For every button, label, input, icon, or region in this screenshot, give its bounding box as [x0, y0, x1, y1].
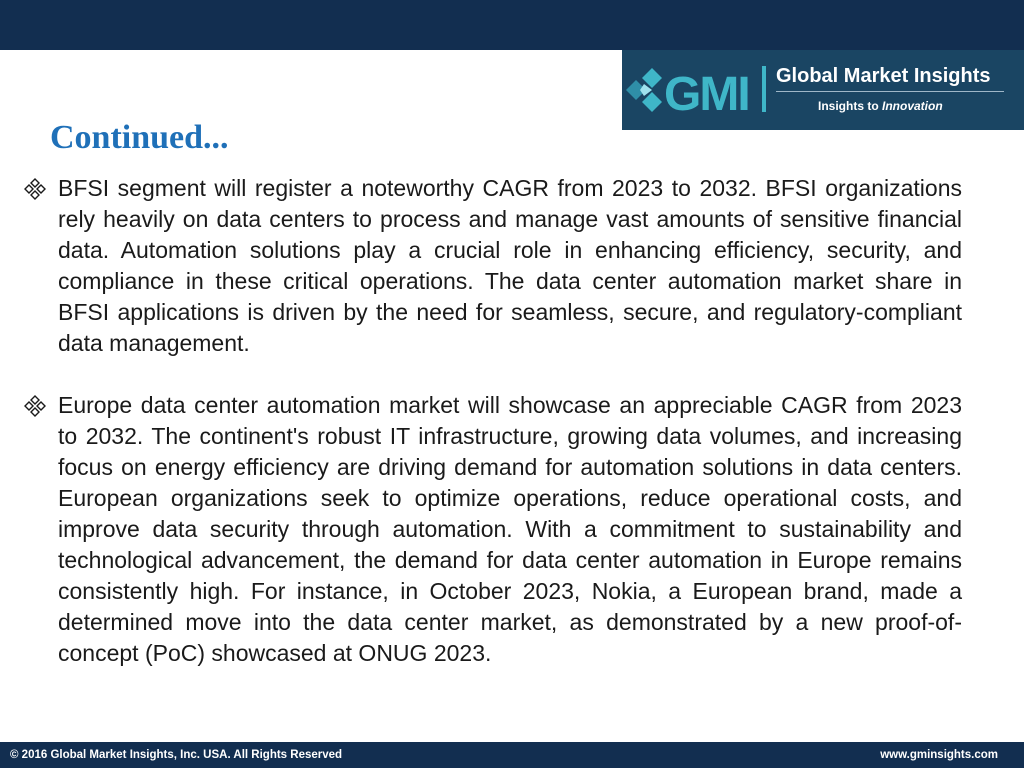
logo-underline	[776, 91, 1004, 92]
page-title: Continued...	[50, 119, 229, 156]
bullet-text: Europe data center automation market will showcase an appreciable CAGR from 2023 to 2032. The continent's robust IT infrastructure, growing data volumes, and increasing focus on energy efficiency are driving demand for automation solutions in data centers. European organizations seek to optimize operations, reduce operational costs, and improve data security through automation. With a commitment to sustainability and technological advancement, the demand for data center automation in Europe remains consistently high. For instance, in October 2023, Nokia, a European brand, made a determined move into the data center market, as demonstrated by a new proof-of-concept (PoC) showcased at ONUG 2023.	[58, 392, 962, 666]
bullet-list	[22, 173, 962, 669]
four-diamond-bullet-icon	[24, 178, 46, 200]
logo-tagline-emphasis: Innovation	[882, 99, 943, 113]
bullet-text: BFSI segment will register a noteworthy CAGR from 2023 to 2032. BFSI organizations rely heavily on data centers to process and manage vast amounts of sensitive financial data. Automation solutions play a crucial role in enhancing efficiency, security, and compliance in these critical operations. The data center automation market share in BFSI applications is driven by the need for seamless, secure, and regulatory-compliant data management.	[58, 175, 962, 356]
logo-tagline-prefix: Insights to	[818, 99, 882, 113]
footer-website-link[interactable]: www.gminsights.com	[880, 749, 998, 761]
logo-brand-name: Global Market Insights	[776, 65, 991, 87]
header-bar	[0, 0, 1024, 50]
logo-diamond-icon	[626, 68, 662, 112]
logo-mark-text: GMI	[664, 68, 749, 121]
bullet-item-bfsi	[22, 173, 962, 359]
bullet-item-europe	[22, 390, 962, 669]
logo-divider	[762, 66, 766, 112]
gmi-logo-graphic	[622, 50, 1024, 130]
footer-copyright: © 2016 Global Market Insights, Inc. USA. All Rights Reserved	[10, 749, 343, 761]
footer-bar	[0, 742, 1024, 768]
logo-tagline	[818, 99, 943, 113]
gmi-logo	[622, 50, 1024, 130]
four-diamond-bullet-icon	[24, 395, 46, 417]
